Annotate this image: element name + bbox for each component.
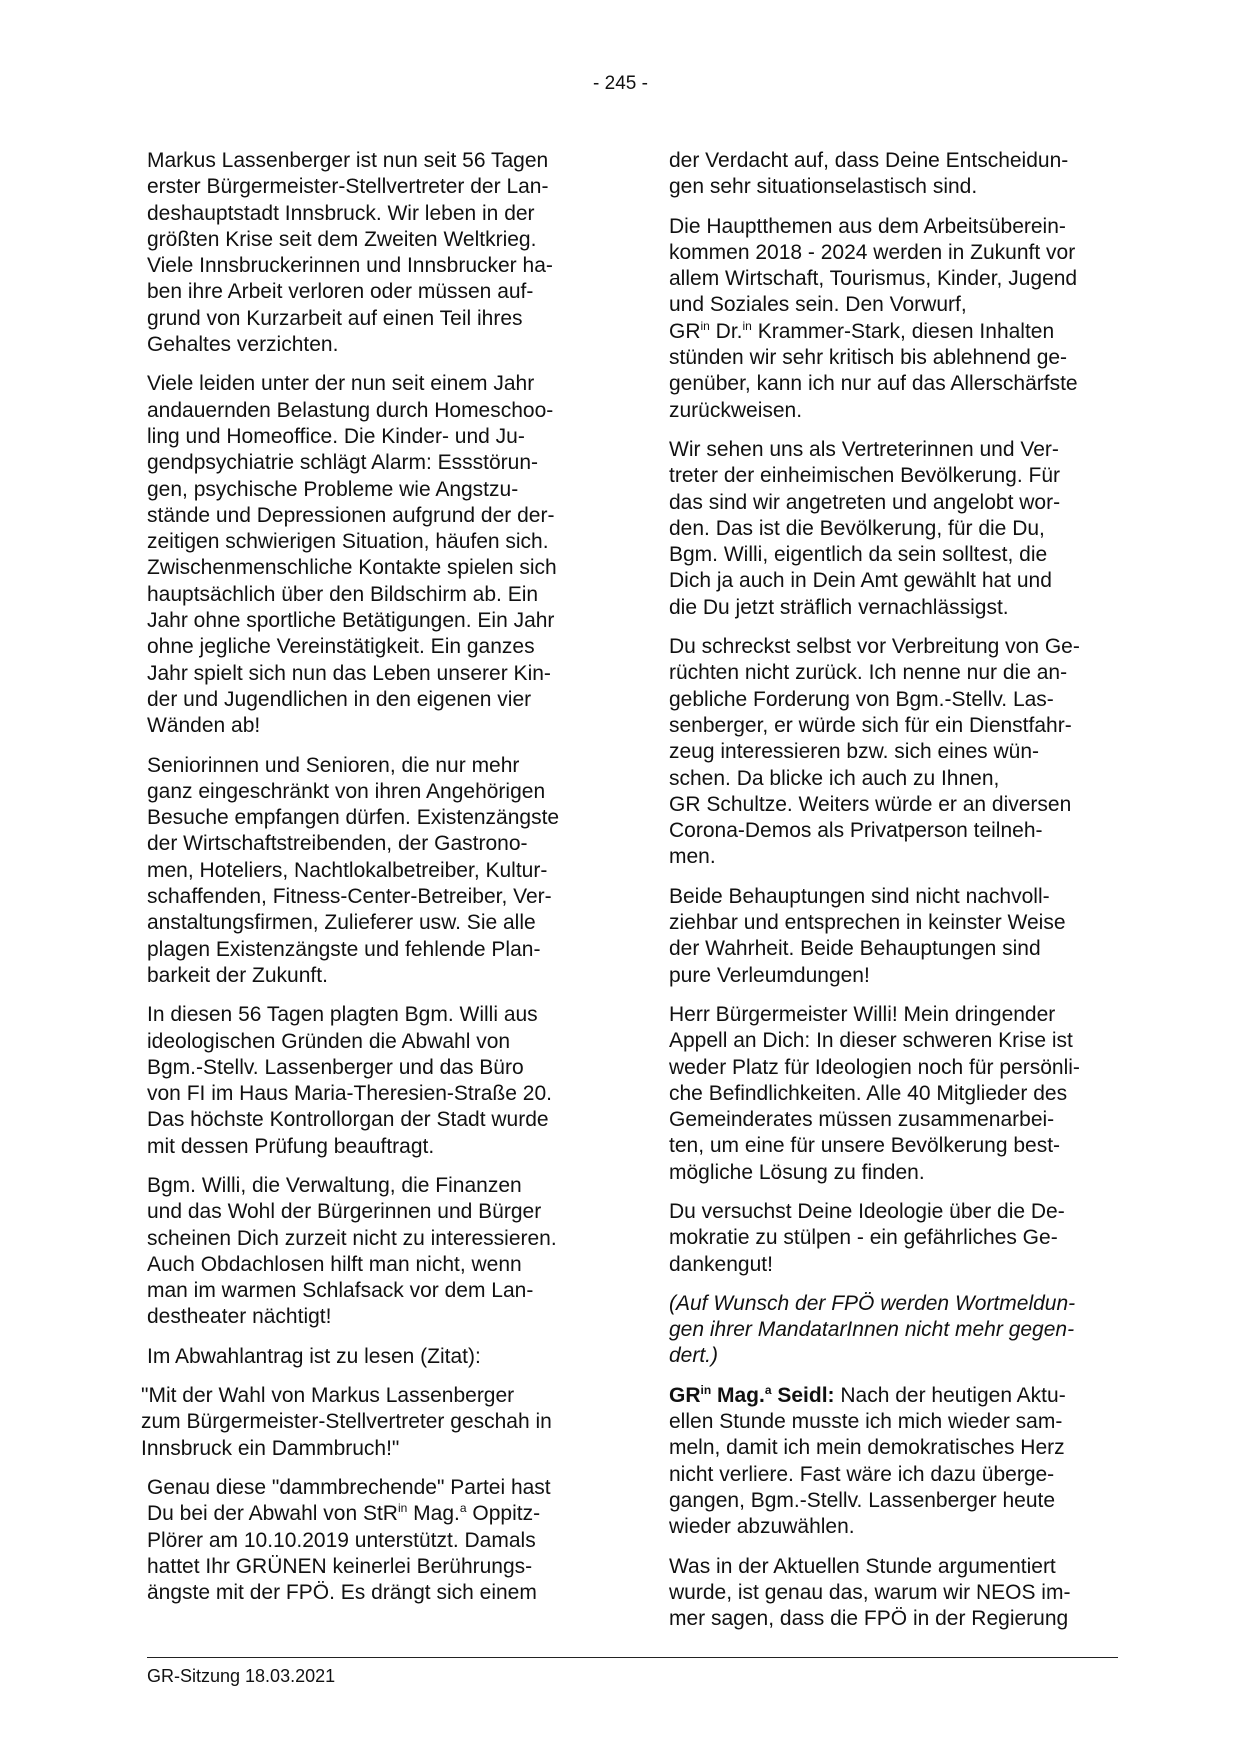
superscript: in [397, 1501, 408, 1516]
paragraph: Im Abwahlantrag ist zu lesen (Zitat): [147, 1344, 481, 1368]
paragraph: der Verdacht auf, dass Deine Entscheidun- gen sehr situationselastisch sind. [669, 149, 1069, 199]
text-run: Mag. [407, 1502, 460, 1526]
footer-divider [147, 1657, 1118, 1658]
superscript: in [742, 318, 752, 333]
paragraph: Bgm. Willi, die Verwaltung, die Finanzen und das Wohl der Bürgerinnen und Bürger scheinen Dich zurzeit nicht zu interessieren. Auch Obdachlosen hilft man nicht, wenn man im warmen Schlafsack vor dem Lan- destheater nächtigt! [147, 1173, 557, 1329]
text-run: Genau diese "dammbrechende" Partei hast Du bei der Abwahl von StR [147, 1475, 551, 1526]
text-run: GR [669, 1383, 701, 1407]
quote-paragraph: "Mit der Wahl von Markus Lassenberger zum Bürgermeister-Stellvertreter geschah in Innsbruck ein Dammbruch!" [141, 1384, 552, 1460]
paragraph [147, 1475, 602, 1606]
paragraph: Herr Bürgermeister Willi! Mein dringender Appell an Dich: In dieser schweren Krise ist weder Platz für Ideologien noch für persönli- che Befindlichkeiten. Alle 40 Mitglieder des Gemeinderates müssen zusammenarbei- ten, um eine für unsere Bevölkerung best- mögliche Lösung zu finden. [669, 1002, 1080, 1184]
left-column [141, 148, 602, 1619]
text-run: Mag. [711, 1383, 765, 1407]
paragraph: Beide Behauptungen sind nicht nachvoll- ziehbar und entsprechen in keinster Weise der Wahrheit. Beide Behauptungen sind pure Verleumdungen! [669, 884, 1066, 987]
superscript: in [700, 1382, 712, 1397]
paragraph: In diesen 56 Tagen plagten Bgm. Willi aus ideologischen Gründen die Abwahl von Bgm.-Stellv. Lassenberger und das Büro von FI im Haus Maria-Theresien-Straße 20. Das höchste Kontrollorgan der Stadt wurde mit dessen Prüfung beauftragt. [147, 1003, 552, 1158]
speech-text: Nach der heutigen Aktu- ellen Stunde musste ich mich wieder sam- meln, damit ich mein demokratisches Herz nicht verliere. Fast wäre ich dazu überge- gangen, Bgm.-Stellv. Lassenberger heute wieder abzuwählen. [669, 1383, 1066, 1539]
speech-paragraph [669, 1383, 1129, 1541]
text-run: Die Hauptthemen aus dem Arbeitsüberein- kommen 2018 - 2024 werden in Zukunft vor allem Wirtschaft, Tourismus, Kinder, Jugend und Soziales sein. Den Vorwurf, GR [669, 214, 1078, 343]
superscript: a [459, 1501, 467, 1516]
paragraph: Du versuchst Deine Ideologie über die De- mokratie zu stülpen - ein gefährliches Ge- dankengut! [669, 1199, 1065, 1276]
paragraph: Du schreckst selbst vor Verbreitung von Ge- rüchten nicht zurück. Ich nenne nur die an- gebliche Forderung von Bgm.-Stellv. Las- senberger, er würde sich für ein Dienstfahr- zeug interessieren bzw. sich eines wün- schen. Da blicke ich auch zu Ihnen, GR Schultze. Weiters würde er an diversen Corona-Demos als Privatperson teilneh- men. [669, 635, 1080, 869]
paragraph: Was in der Aktuellen Stunde argumentiert wurde, ist genau das, warum wir NEOS im- mer sagen, dass die FPÖ in der Regierung [669, 1554, 1071, 1631]
editorial-note: (Auf Wunsch der FPÖ werden Wortmeldun- gen ihrer MandatarInnen nicht mehr gegen- dert.) [669, 1291, 1076, 1368]
paragraph: Viele leiden unter der nun seit einem Jahr andauernden Belastung durch Homeschoo- ling und Homeoffice. Die Kinder- und Ju- gendpsychiatrie schlägt Alarm: Essstörun- gen, psychische Probleme wie Angstzu- stände und Depressionen aufgrund der der- zeitigen schwierigen Situation, häufen sich. Zwischenmenschliche Kontakte spielen sich hauptsächlich über den Bildschirm ab. Ein Jahr ohne sportliche Betätigungen. Ein Jahr ohne jegliche Vereinstätigkeit. Ein ganzes Jahr spielt sich nun das Leben unserer Kin- der und Jugendlichen in den eigenen vier Wänden ab! [147, 372, 557, 738]
text-run: Oppitz- Plörer am 10.10.2019 unterstützt. Damals hattet Ihr GRÜNEN keinerlei Berührungs- ängste mit der FPÖ. Es drängt sich einem [147, 1502, 541, 1605]
paragraph [669, 214, 1129, 424]
right-column [669, 148, 1129, 1645]
footer-session-label: GR-Sitzung 18.03.2021 [147, 1666, 336, 1686]
speaker-name [669, 1384, 835, 1407]
text-run: Krammer-Stark, diesen Inhalten stünden wir sehr kritisch bis ablehnend ge- genüber, kann ich nur auf das Allerschärfste zurückweisen. [669, 319, 1078, 422]
text-run: Dr. [709, 319, 743, 343]
superscript: a [764, 1382, 772, 1397]
paragraph: Seniorinnen und Senioren, die nur mehr ganz eingeschränkt von ihren Angehörigen Besuche empfangen dürfen. Existenzängste der Wirtschaftstreibenden, der Gastrono- men, Hoteliers, Nachtlokalbetreiber, Kultur- schaffenden, Fitness-Center-Betreiber, Ver- anstaltungsfirmen, Zulieferer usw. Sie alle plagen Existenzängste und fehlende Plan- barkeit der Zukunft. [147, 753, 560, 987]
page-number: - 245 - [593, 73, 648, 94]
paragraph: Wir sehen uns als Vertreterinnen und Ver- treter der einheimischen Bevölkerung. Für das sind wir angetreten und angelobt wor- den. Das ist die Bevölkerung, für die Du, Bgm. Willi, eigentlich da sein solltest, die Dich ja auch in Dein Amt gewählt hat und die Du jetzt sträflich vernachlässigst. [669, 437, 1061, 619]
paragraph: Markus Lassenberger ist nun seit 56 Tagen erster Bürgermeister-Stellvertreter der Lan- deshauptstadt Innsbruck. Wir leben in der größten Krise seit dem Zweiten Weltkrieg. Viele Innsbruckerinnen und Innsbrucker ha- ben ihre Arbeit verloren oder müssen auf- grund von Kurzarbeit auf einen Teil ihres Gehaltes verzichten. [147, 149, 553, 357]
superscript: in [700, 318, 710, 333]
text-run: Seidl: [771, 1383, 835, 1407]
